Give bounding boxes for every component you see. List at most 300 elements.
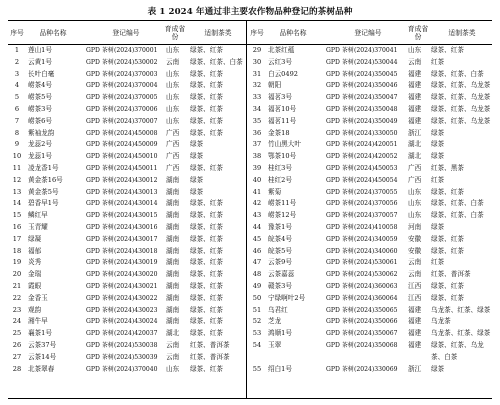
- table-row: [248, 198, 486, 210]
- cultivar-name: 金瑞: [28, 270, 42, 279]
- row-number: 22: [12, 293, 22, 302]
- row-number: 51: [252, 305, 262, 314]
- table-row: [8, 104, 246, 116]
- column-divider: [246, 21, 247, 398]
- tea-types: 绿茶、红茶、白茶: [190, 57, 243, 66]
- header-cultivar-left: 品种名称: [39, 29, 67, 37]
- table-row: [248, 293, 486, 305]
- cultivar-name: 豫茶1号: [268, 222, 292, 231]
- breeding-province: 湖南: [166, 305, 180, 314]
- breeding-province: 山东: [166, 104, 180, 113]
- row-number: 55: [252, 364, 262, 373]
- registration-number: GPD 茶树(2024)370005: [86, 94, 158, 102]
- breeding-province: 湖南: [166, 211, 180, 220]
- header-tea-right: 适制茶类: [448, 29, 476, 37]
- registration-number: GPD 茶树(2024)450053: [326, 164, 398, 172]
- tea-types: 绿茶、红茶: [431, 246, 464, 255]
- breeding-province: 浙江: [408, 364, 422, 373]
- cultivar-name: 崂茶11号: [268, 199, 297, 208]
- row-number: 12: [12, 175, 22, 184]
- cultivar-name: 鸿顺1号: [268, 329, 292, 338]
- cultivar-name: 金茶18: [268, 128, 290, 137]
- tea-types: 绿茶、红茶、乌龙茶: [431, 116, 491, 125]
- tea-types: 绿茶、红茶: [190, 281, 223, 290]
- table-row: [8, 305, 246, 317]
- registration-number: GPD 茶树(2024)450054: [326, 176, 398, 184]
- cultivar-name: 赣茶3号: [268, 281, 292, 290]
- table-row: [8, 151, 246, 163]
- tea-types: 绿茶、红茶: [431, 281, 464, 290]
- table-row: [8, 328, 246, 340]
- tea-types: 绿茶、红茶: [190, 199, 223, 208]
- tea-types: 绿茶、红茶: [190, 317, 223, 326]
- breeding-province: 湖南: [166, 293, 180, 302]
- table-row: [8, 69, 246, 81]
- cultivar-name: 白云0492: [268, 69, 298, 78]
- table-row: [8, 116, 246, 128]
- table-row: [8, 57, 246, 69]
- table-row: [8, 128, 246, 140]
- header-prov-right: 育成省份: [407, 25, 429, 41]
- breeding-province: 安徽: [408, 234, 422, 243]
- row-number: 33: [252, 93, 262, 102]
- tea-types: 绿茶: [190, 140, 204, 149]
- tea-types: 绿茶: [190, 152, 204, 161]
- cultivar-name: 绿凝: [28, 234, 42, 243]
- row-number: 46: [252, 246, 262, 255]
- breeding-province: 湖南: [166, 222, 180, 231]
- table-row: [8, 92, 246, 104]
- tea-types: 绿茶: [190, 187, 204, 196]
- tea-types: 绿茶、红茶、乌龙茶: [431, 104, 491, 113]
- cultivar-name: 龙蕊1号: [28, 152, 52, 161]
- registration-number: GPD 茶树(2024)350048: [326, 105, 398, 113]
- breeding-province: 福建: [408, 317, 422, 326]
- tea-types: 绿茶、红茶: [190, 211, 223, 220]
- table-row: [8, 80, 246, 92]
- cultivar-name: 云红3号: [268, 57, 292, 66]
- breeding-province: 广西: [166, 128, 180, 137]
- breeding-province: 广西: [166, 152, 180, 161]
- row-number: 16: [12, 222, 22, 231]
- breeding-province: 广西: [408, 175, 422, 184]
- table-row: [248, 210, 486, 222]
- tea-types: 绿茶: [431, 140, 445, 149]
- table-row: [248, 246, 486, 258]
- cultivar-name: 襄茶1号: [28, 329, 52, 338]
- registration-number: GPD 茶树(2024)430012: [86, 176, 158, 184]
- registration-number: GPD 茶树(2024)370001: [86, 47, 158, 54]
- tea-types: 绿茶、红茶: [190, 69, 223, 78]
- tea-types: 红茶、普洱茶: [190, 352, 230, 361]
- breeding-province: 山东: [408, 199, 422, 208]
- breeding-province: 云南: [166, 352, 180, 361]
- tea-types: 绿茶、红茶: [190, 234, 223, 243]
- row-number: 35: [252, 116, 262, 125]
- cultivar-name: 霞眼: [28, 281, 42, 290]
- row-number: 23: [12, 305, 22, 314]
- cultivar-name: 莲山1号: [28, 46, 52, 54]
- registration-number: GPD 茶树(2024)350065: [326, 306, 398, 314]
- cultivar-name: 崂茶5号: [28, 93, 52, 102]
- table-row: [8, 316, 246, 328]
- tea-types: 绿茶、红茶: [431, 234, 464, 243]
- registration-number: GPD 茶树(2024)430022: [86, 294, 158, 302]
- breeding-province: 广西: [166, 163, 180, 172]
- breeding-province: 福建: [408, 116, 422, 125]
- breeding-province: 云南: [408, 270, 422, 279]
- row-number: 10: [12, 152, 22, 161]
- tea-types: 绿茶、红茶: [431, 293, 464, 302]
- table-row: [248, 305, 491, 317]
- tea-types: 绿茶: [431, 364, 445, 373]
- cultivar-name: 福茗11号: [268, 116, 297, 125]
- breeding-province: 安徽: [408, 246, 422, 255]
- tea-types: 绿茶、红茶: [190, 293, 223, 302]
- registration-number: GPD 茶树(2024)430020: [86, 271, 158, 279]
- cultivar-name: 竹山黑大叶: [268, 140, 301, 149]
- row-number: 17: [12, 234, 22, 243]
- tea-types: 绿茶、红茶: [190, 128, 223, 137]
- table-body-right: [248, 45, 491, 375]
- row-number: 24: [12, 317, 22, 326]
- cultivar-name: 玉青耀: [28, 222, 48, 231]
- cultivar-name: 炎秀: [28, 258, 42, 267]
- row-number: 48: [252, 270, 262, 279]
- breeding-province: 湖北: [166, 329, 180, 338]
- table-row: [8, 175, 246, 187]
- cultivar-name: 金香玉: [28, 293, 48, 302]
- breeding-province: 湖南: [166, 187, 180, 196]
- breeding-province: 山东: [408, 211, 422, 220]
- registration-number: GPD 茶树(2024)360064: [326, 294, 398, 302]
- breeding-province: 湖南: [166, 234, 180, 243]
- registration-number: GPD 茶树(2024)530061: [326, 259, 398, 267]
- table-row: [8, 269, 246, 281]
- row-number: 49: [252, 281, 262, 290]
- row-number: 47: [252, 258, 262, 267]
- row-number: 14: [12, 199, 22, 208]
- registration-number: GPD 茶树(2024)370055: [326, 188, 398, 196]
- table-row: [8, 139, 246, 151]
- registration-number: GPD 茶树(2024)370003: [86, 70, 158, 78]
- row-number: 43: [252, 211, 262, 220]
- table-row: [248, 175, 486, 187]
- registration-number: GPD 茶树(2024)530002: [86, 58, 158, 66]
- tea-types: 红茶: [431, 258, 445, 267]
- table-row: [248, 116, 491, 128]
- tea-types: 绿茶、红茶: [190, 163, 223, 172]
- row-number: 42: [252, 199, 262, 208]
- tea-types: 绿茶、红茶: [190, 270, 223, 279]
- registration-number: GPD 茶树(2024)430013: [86, 188, 158, 196]
- tea-types: 红茶、普洱茶: [431, 270, 471, 279]
- breeding-province: 湖南: [166, 258, 180, 267]
- breeding-province: 湖南: [166, 175, 180, 184]
- tea-types: 绿茶: [431, 128, 445, 137]
- row-number: 44: [252, 222, 262, 231]
- row-number: 6: [14, 104, 20, 113]
- row-number: 54: [252, 340, 262, 349]
- row-number: 20: [12, 270, 22, 279]
- breeding-province: 福建: [408, 81, 422, 90]
- table-row: [8, 246, 246, 258]
- cultivar-name: 云黄1号: [28, 57, 52, 66]
- breeding-province: 山东: [408, 46, 422, 54]
- table-bottom-rule: [8, 398, 492, 399]
- cultivar-name: 龙蕊2号: [28, 140, 52, 149]
- registration-number: GPD 茶树(2024)450009: [86, 141, 158, 149]
- registration-number: GPD 茶树(2024)430021: [86, 282, 158, 290]
- table-row: [248, 69, 486, 81]
- registration-number: GPD 茶树(2024)350066: [326, 318, 398, 326]
- registration-number: GPD 茶树(2024)450011: [86, 164, 158, 172]
- row-number: 11: [12, 163, 22, 172]
- table-row: [8, 281, 246, 293]
- registration-number: GPD 茶树(2024)370004: [86, 82, 158, 90]
- table-row: [8, 187, 246, 199]
- breeding-province: 江西: [408, 293, 422, 302]
- row-number: 21: [12, 281, 22, 290]
- registration-number: GPD 茶树(2024)340059: [326, 235, 398, 243]
- header-tea-left: 适制茶类: [204, 29, 232, 37]
- tea-types: 乌龙茶、红茶、绿茶: [431, 329, 491, 338]
- table-row: [8, 352, 246, 364]
- table-row: [248, 234, 486, 246]
- breeding-province: 浙江: [408, 128, 422, 137]
- cultivar-name: 鳞红早: [28, 211, 48, 220]
- cultivar-name: 皖茶5号: [268, 246, 292, 255]
- breeding-province: 云南: [408, 57, 422, 66]
- registration-number: GPD 茶树(2024)450010: [86, 153, 158, 161]
- tea-types: 绿茶、红茶: [431, 187, 464, 196]
- table-row: [248, 163, 486, 175]
- registration-number: GPD 茶树(2024)430017: [86, 235, 158, 243]
- row-number: 15: [12, 211, 22, 220]
- tea-types: 绿茶、红茶、白茶: [431, 211, 484, 220]
- table-row: [248, 151, 486, 163]
- row-number: 7: [14, 116, 20, 125]
- registration-number: GPD 茶树(2024)450008: [86, 129, 158, 137]
- cultivar-name: 绍白1号: [268, 364, 292, 373]
- tea-types: 绿茶、红茶: [431, 46, 464, 54]
- tea-types: 绿茶、红茶、乌龙茶、白茶: [431, 340, 484, 361]
- tea-types: 绿茶、红茶: [190, 46, 223, 54]
- cultivar-name: 黄金茶16号: [28, 175, 63, 184]
- tea-types: 绿茶、红茶: [190, 222, 223, 231]
- cultivar-name: 崂茶12号: [268, 211, 297, 220]
- row-number: 38: [252, 152, 262, 161]
- breeding-province: 福建: [408, 93, 422, 102]
- tea-types: 绿茶、红茶、白茶: [431, 69, 484, 78]
- header-no-left: 序号: [10, 29, 24, 37]
- registration-number: GPD 茶树(2024)430019: [86, 259, 158, 267]
- breeding-province: 湖南: [166, 199, 180, 208]
- row-number: 40: [252, 175, 262, 184]
- row-number: 13: [12, 187, 22, 196]
- breeding-province: 湖南: [166, 317, 180, 326]
- cultivar-name: 黄金茶5号: [28, 187, 59, 196]
- registration-number: GPD 茶树(2024)350068: [326, 341, 398, 349]
- table-row: [248, 187, 486, 199]
- tea-types: 绿茶、红茶: [190, 93, 223, 102]
- tea-types: 绿茶、红茶: [190, 246, 223, 255]
- tea-types: 绿茶、红茶: [190, 116, 223, 125]
- table-row: [248, 316, 486, 328]
- cultivar-name: 崂茶3号: [28, 104, 52, 113]
- tea-types: 红茶、普洱茶: [190, 340, 230, 349]
- breeding-province: 山东: [166, 364, 180, 373]
- table-row: [248, 104, 491, 116]
- table-row: [248, 139, 486, 151]
- table-row: [248, 80, 491, 92]
- table-row: [8, 257, 246, 269]
- breeding-province: 湖南: [166, 246, 180, 255]
- row-number: 27: [12, 352, 22, 361]
- header-reg-right: 登记编号: [354, 29, 382, 37]
- row-number: 41: [252, 187, 262, 196]
- cultivar-name: 北茶翠春: [28, 364, 55, 373]
- breeding-province: 云南: [166, 57, 180, 66]
- breeding-province: 福建: [408, 104, 422, 113]
- row-number: 2: [14, 57, 20, 66]
- row-number: 25: [12, 329, 22, 338]
- cultivar-name: 崂茶4号: [28, 81, 52, 90]
- row-number: 1: [14, 46, 20, 54]
- table-row: [8, 210, 246, 222]
- row-number: 9: [14, 140, 20, 149]
- breeding-province: 福建: [408, 305, 422, 314]
- cultivar-name: 桂红3号: [268, 163, 292, 172]
- table-row: [248, 281, 486, 293]
- breeding-province: 山东: [166, 116, 180, 125]
- row-number: 8: [14, 128, 20, 137]
- table-row: [8, 364, 246, 376]
- cultivar-name: 云茶嘉蕊: [268, 270, 295, 279]
- breeding-province: 湖南: [166, 270, 180, 279]
- table-row: [8, 234, 246, 246]
- header-cultivar-right: 品种名称: [279, 29, 307, 37]
- cultivar-name: 福茗3号: [268, 93, 292, 102]
- breeding-province: 湖北: [408, 152, 422, 161]
- breeding-province: 福建: [408, 340, 422, 349]
- cultivar-name: 观韵: [28, 305, 42, 314]
- registration-number: GPD 茶树(2024)430018: [86, 247, 158, 255]
- registration-number: GPD 茶树(2024)350045: [326, 70, 398, 78]
- tea-types: 红茶、黑茶: [431, 163, 464, 172]
- cultivar-name: 玉翠: [268, 340, 282, 349]
- cultivar-name: 紫袖龙韵: [28, 128, 55, 137]
- breeding-province: 河南: [408, 222, 422, 231]
- cultivar-name: 湘牛早: [28, 317, 48, 326]
- row-number: 53: [252, 329, 262, 338]
- registration-number: GPD 茶树(2024)370041: [326, 47, 398, 54]
- table-row: [248, 364, 486, 376]
- cultivar-name: 长叶白毫: [28, 69, 55, 78]
- registration-number: GPD 茶树(2024)360063: [326, 282, 398, 290]
- breeding-province: 山东: [166, 46, 180, 54]
- table-row: [8, 293, 246, 305]
- breeding-province: 湖北: [408, 140, 422, 149]
- registration-number: GPD 茶树(2024)370057: [326, 212, 398, 220]
- cultivar-name: 福郁: [28, 246, 42, 255]
- registration-number: GPD 茶树(2024)430015: [86, 212, 158, 220]
- breeding-province: 福建: [408, 329, 422, 338]
- tea-types: 乌龙茶: [431, 317, 451, 326]
- table-row: [248, 45, 486, 57]
- tea-types: 乌龙茶、红茶、绿茶: [431, 305, 491, 314]
- header-reg-left: 登记编号: [112, 29, 140, 37]
- registration-number: GPD 茶树(2024)410058: [326, 223, 398, 231]
- table-body-left: [8, 45, 246, 375]
- tea-types: 绿茶、红茶、乌龙茶: [431, 93, 491, 102]
- row-number: 26: [12, 340, 22, 349]
- registration-number: GPD 茶树(2024)530038: [86, 341, 158, 349]
- tea-types: 绿茶、红茶: [190, 329, 223, 338]
- tea-types: 绿茶、红茶、乌龙茶: [431, 81, 491, 90]
- cultivar-name: 凌龙香1号: [28, 163, 59, 172]
- tea-types: 绿茶、红茶、白茶: [431, 199, 484, 208]
- registration-number: GPD 茶树(2024)430016: [86, 223, 158, 231]
- table-row: [248, 128, 486, 140]
- cultivar-name: 云茶9号: [268, 258, 292, 267]
- registration-number: GPD 茶树(2024)370007: [86, 117, 158, 125]
- cultivar-name: 乌君红: [268, 305, 288, 314]
- tea-types: 绿茶、红茶: [190, 364, 223, 373]
- registration-number: GPD 茶树(2024)370056: [326, 200, 398, 208]
- tea-types: 绿茶、红茶: [190, 104, 223, 113]
- table-row: [248, 257, 486, 269]
- row-number: 50: [252, 293, 262, 302]
- breeding-province: 山东: [408, 187, 422, 196]
- cultivar-name: 皖茶4号: [268, 234, 292, 243]
- tea-types: 绿茶、红茶: [190, 258, 223, 267]
- row-number: 30: [252, 57, 262, 66]
- table-row: [8, 163, 246, 175]
- breeding-province: 山东: [166, 69, 180, 78]
- registration-number: GPD 茶树(2024)420037: [86, 330, 158, 338]
- table-row: [8, 222, 246, 234]
- header-prov-left: 育成省份: [164, 25, 186, 41]
- registration-number: GPD 茶树(2024)420052: [326, 153, 398, 161]
- row-number: 31: [252, 69, 262, 78]
- registration-number: GPD 茶树(2024)350067: [326, 330, 398, 338]
- tea-types: 绿茶: [431, 152, 445, 161]
- table-row: [8, 340, 246, 352]
- cultivar-name: 北茶红蕴: [268, 46, 295, 54]
- breeding-province: 云南: [166, 340, 180, 349]
- cultivar-name: 芝龙: [268, 317, 282, 326]
- cultivar-name: 桂红2号: [268, 175, 292, 184]
- tea-types: 红茶: [431, 57, 445, 66]
- row-number: 36: [252, 128, 262, 137]
- registration-number: GPD 茶树(2024)420051: [326, 141, 398, 149]
- registration-number: GPD 茶树(2024)370040: [86, 365, 158, 373]
- breeding-province: 江西: [408, 281, 422, 290]
- cultivar-name: 鄂茶10号: [268, 152, 297, 161]
- registration-number: GPD 茶树(2024)350049: [326, 117, 398, 125]
- table-row: [248, 328, 491, 340]
- cultivar-name: 云茶14号: [28, 352, 57, 361]
- registration-number: GPD 茶树(2024)430023: [86, 306, 158, 314]
- cultivar-name: 朝阳: [268, 81, 282, 90]
- row-number: 52: [252, 317, 262, 326]
- cultivar-name: 宁绿啊叶2号: [268, 293, 306, 302]
- row-number: 34: [252, 104, 262, 113]
- breeding-province: 福建: [408, 69, 422, 78]
- breeding-province: 山东: [166, 93, 180, 102]
- registration-number: GPD 茶树(2024)530062: [326, 271, 398, 279]
